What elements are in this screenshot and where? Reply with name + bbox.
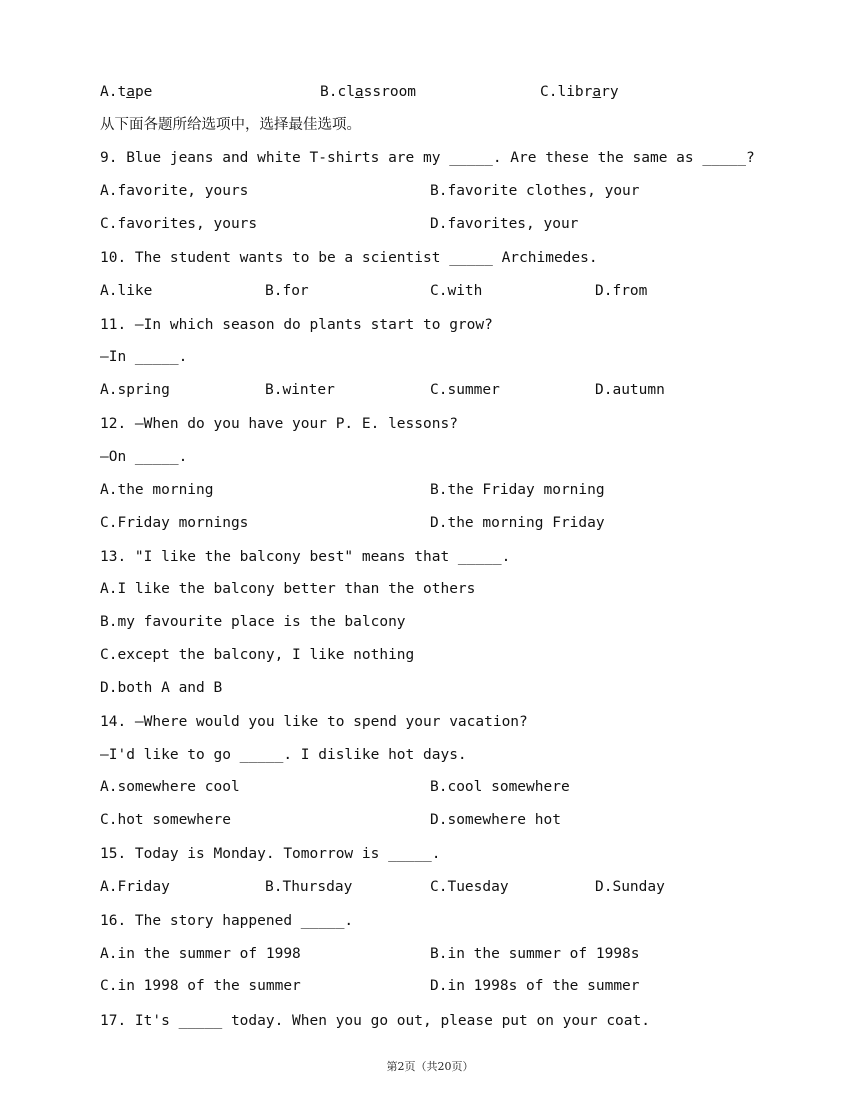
q13-option-a: A.I like the balcony better than the others [100,581,476,597]
q16-option-d: D.in 1998s of the summer [430,978,640,994]
q14-option-b: B.cool somewhere [430,779,570,795]
q15-option-b: B.Thursday [265,879,353,895]
q11-option-b: B.winter [265,382,335,398]
underlined-letter: a [126,84,135,100]
q16-option-b: B.in the summer of 1998s [430,946,640,962]
q14-option-d: D.somewhere hot [430,812,561,828]
q16-option-a: A.in the summer of 1998 [100,946,301,962]
question-15-stem: 15. Today is Monday. Tomorrow is _____. [100,846,441,862]
q16-option-c: C.in 1998 of the summer [100,978,301,994]
q11-option-a: A.spring [100,382,170,398]
option-text: C.libr [540,84,593,100]
q9-option-c: C.favorites, yours [100,216,258,232]
q9-option-d: D.favorites, your [430,216,579,232]
q12-option-c: C.Friday mornings [100,515,249,531]
q11-option-c: C.summer [430,382,500,398]
underlined-letter: a [592,84,602,100]
q10-option-d: D.from [595,283,648,299]
page-number-footer: 第2页（共20页） [386,1060,474,1073]
option-text: ry [601,84,619,100]
section-instruction: 从下面各题所给选项中，选择最佳选项。 [100,117,361,133]
option-text: pe [134,84,153,100]
q15-option-d: D.Sunday [595,879,665,895]
q14-option-c: C.hot somewhere [100,812,231,828]
option-c-library [540,83,619,101]
q10-option-c: C.with [430,283,483,299]
option-a-tape [100,83,152,101]
q12-option-b: B.the Friday morning [430,482,605,498]
q13-option-b: B.my favourite place is the balcony [100,614,406,630]
question-14-stem: 14. —Where would you like to spend your vacation? [100,714,528,730]
option-b-classroom [320,83,416,101]
question-12-stem: 12. —When do you have your P. E. lessons? [100,416,458,432]
option-text: A.t [100,84,127,100]
question-13-stem: 13. "I like the balcony best" means that _____. [100,549,511,565]
q13-option-d: D.both A and B [100,680,223,696]
q15-option-a: A.Friday [100,879,170,895]
q14-option-a: A.somewhere cool [100,779,240,795]
question-12-reply: —On _____. [100,449,188,465]
question-11-reply: —In _____. [100,349,188,365]
q9-option-b: B.favorite clothes, your [430,183,640,199]
underlined-letter: a [354,84,364,100]
q9-option-a: A.favorite, yours [100,183,249,199]
question-10-stem: 10. The student wants to be a scientist _____ Archimedes. [100,250,598,266]
question-9-stem: 9. Blue jeans and white T-shirts are my _____. Are these the same as _____? [100,150,755,166]
q15-option-c: C.Tuesday [430,879,509,895]
q10-option-a: A.like [100,283,153,299]
q10-option-b: B.for [265,283,309,299]
q12-option-d: D.the morning Friday [430,515,605,531]
question-17-stem: 17. It's _____ today. When you go out, please put on your coat. [100,1013,650,1029]
q11-option-d: D.autumn [595,382,665,398]
option-text: B.cl [320,84,355,100]
q13-option-c: C.except the balcony, I like nothing [100,647,415,663]
question-16-stem: 16. The story happened _____. [100,913,354,929]
question-14-reply: —I'd like to go _____. I dislike hot days. [100,747,467,763]
option-text: ssroom [363,84,417,100]
question-11-stem: 11. —In which season do plants start to grow? [100,317,493,333]
q12-option-a: A.the morning [100,482,214,498]
